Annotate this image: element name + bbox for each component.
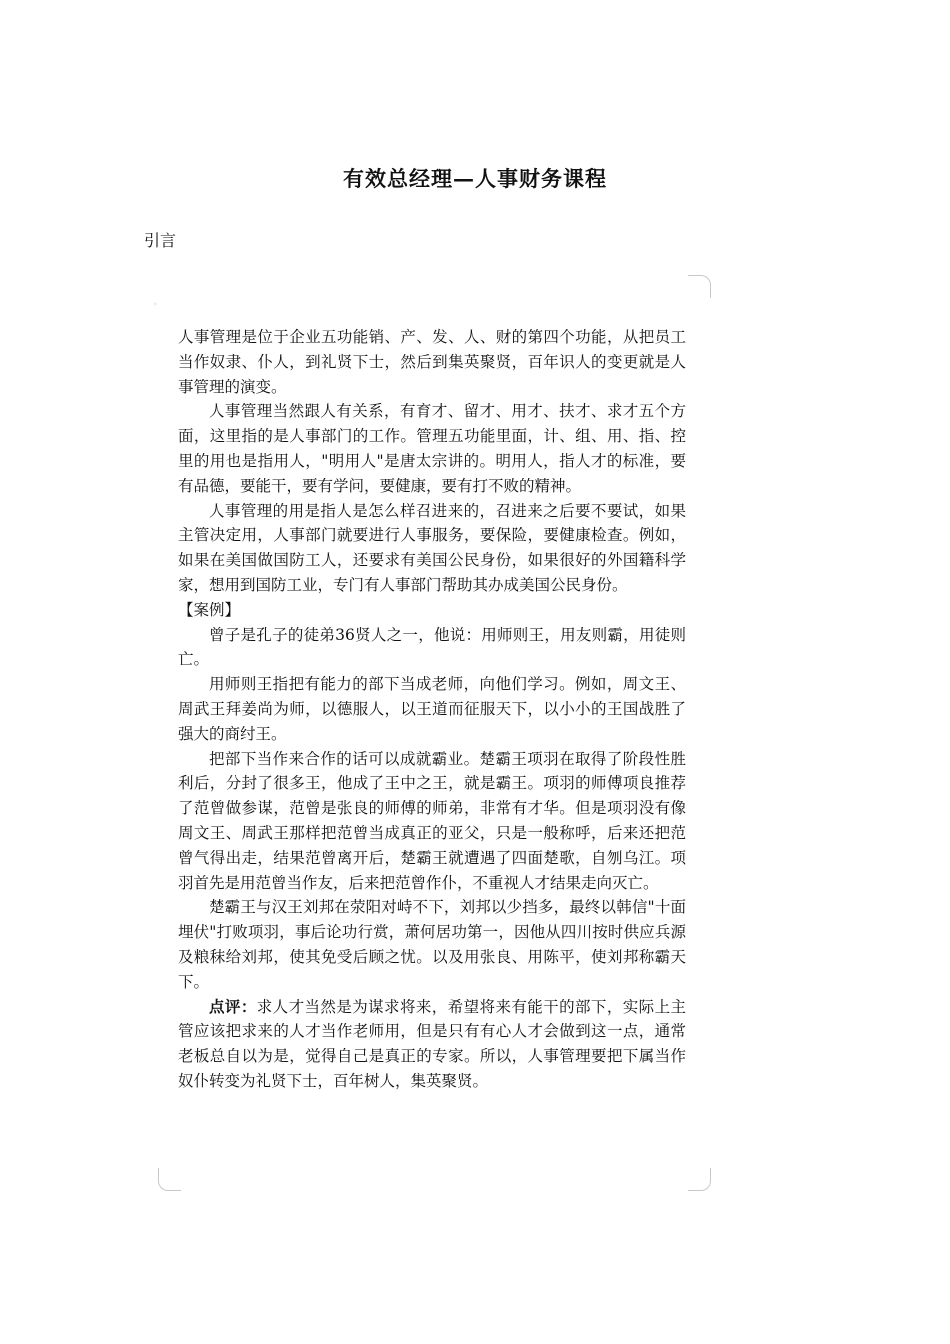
comment-text: 求人才当然是为谋求将来，希望将来有能干的部下，实际上主管应该把求来的人才当作老师用，但是只有有心人才会做到这一点，通常老板总自以为是，觉得自己是真正的专家。所以，人事管理要把下属当作奴仆转变为礼贤下士，百年树人，集英聚贤。 — [178, 997, 686, 1090]
comment-paragraph — [178, 995, 686, 1094]
comment-label: 点评： — [209, 996, 257, 1016]
document-title: 有效总经理—人事财务课程 — [343, 166, 607, 191]
paragraph: 人事管理当然跟人有关系，有育才、留才、用才、扶才、求才五个方面，这里指的是人事部门的工作。管理五功能里面，计、组、用、指、控里的用也是指用人，"明用人"是唐太宗讲的。明用人，指人才的标准，要有品德，要能干，要有学问，要健康，要有打不败的精神。 — [178, 402, 686, 495]
document-body — [178, 325, 686, 1094]
paragraph: 楚霸王与汉王刘邦在荥阳对峙不下，刘邦以少挡多，最终以韩信"十面埋伏"打败项羽，事后论功行赏，萧何居功第一，因他从四川按时供应兵源及粮秣给刘邦，使其免受后顾之忧。以及用张良、用陈平，使刘邦称霸天下。 — [178, 898, 686, 991]
paragraph: 曾子是孔子的徒弟36贤人之一，他说：用师则王，用友则霸，用徒则亡。 — [178, 625, 686, 669]
paragraph: 用师则王指把有能力的部下当成老师，向他们学习。例如，周文王、周武王拜姜尚为师，以德服人，以王道而征服天下，以小小的王国战胜了强大的商纣王。 — [178, 675, 686, 743]
paragraph: 人事管理的用是指人是怎么样召进来的，召进来之后要不要试，如果主管决定用，人事部门就要进行人事服务，要保险，要健康检查。例如，如果在美国做国防工人，还要求有美国公民身份，如果很好的外国籍科学家，想用到国防工业，专门有人事部门帮助其办成美国公民身份。 — [178, 501, 686, 594]
paragraph: 把部下当作来合作的话可以成就霸业。楚霸王项羽在取得了阶段性胜利后，分封了很多王，他成了王中之王，就是霸王。项羽的师傅项良推荐了范曾做参谋，范曾是张良的师傅的师弟，非常有才华。但是项羽没有像周文王、周武王那样把范曾当成真正的亚父，只是一般称呼，后来还把范曾气得出走，结果范曾离开后，楚霸王就遭遇了四面楚歌，自刎乌江。项羽首先是用范曾当作友，后来把范曾作仆，不重视人才结果走向灭亡。 — [178, 749, 686, 892]
anchor-marker-icon: ◦ — [153, 300, 158, 309]
section-label: 引言 — [144, 231, 177, 250]
case-heading: 【案例】 — [178, 600, 241, 619]
text-box-corner-bottom-right — [688, 1168, 711, 1191]
paragraph: 人事管理是位于企业五功能销、产、发、人、财的第四个功能，从把员工当作奴隶、仆人，到礼贤下士，然后到集英聚贤，百年识人的变更就是人事管理的演变。 — [178, 328, 686, 396]
text-box-corner-top-right — [688, 275, 711, 298]
text-box-corner-bottom-left — [158, 1168, 181, 1191]
